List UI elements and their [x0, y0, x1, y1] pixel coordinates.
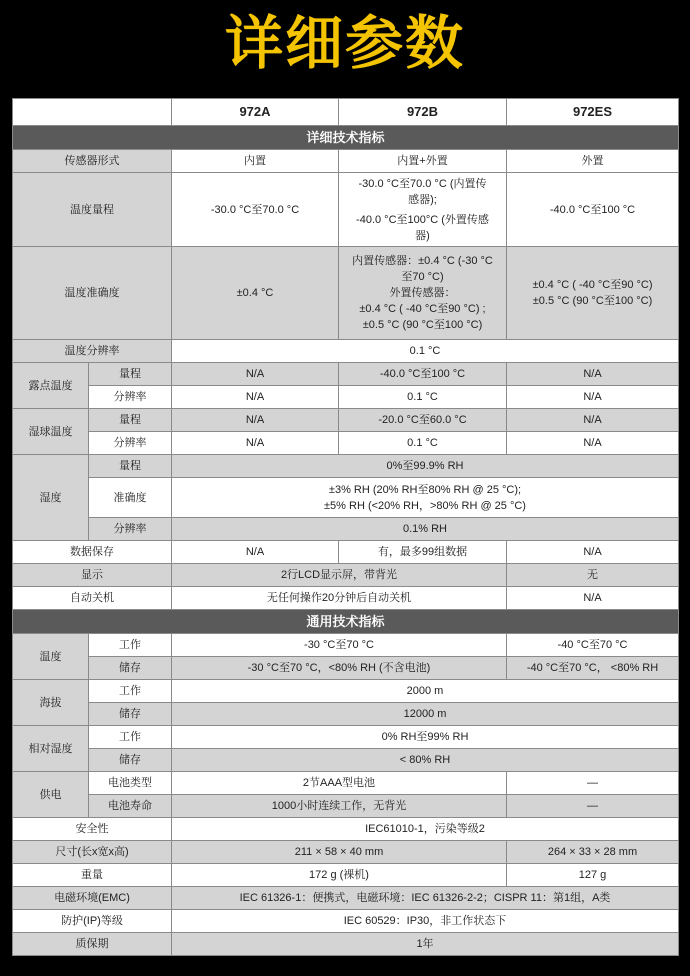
- cell-all-models: [172, 478, 679, 518]
- row-label: 温度量程: [13, 173, 172, 247]
- table-row: [13, 933, 679, 956]
- model-header-row: [13, 99, 679, 126]
- row-label: 重量: [13, 864, 172, 887]
- row-label: 质保期: [13, 933, 172, 956]
- cell-line: 感器);: [408, 193, 437, 206]
- cell-972es: 264 × 33 × 28 mm: [507, 841, 679, 864]
- row-group-label: 海拔: [13, 680, 89, 726]
- page-title: 详细参数: [224, 9, 465, 77]
- cell-972a-972b: -30 °C至70 °C: [172, 634, 507, 657]
- row-group-label: 相对湿度: [13, 726, 89, 772]
- row-sub-label: 分辨率: [89, 518, 172, 541]
- row-sub-label: 量程: [89, 363, 172, 386]
- table-row: [13, 772, 679, 795]
- cell-972b: -20.0 °C至60.0 °C: [339, 409, 507, 432]
- row-group-label: 湿球温度: [13, 409, 89, 455]
- cell-972b: 0.1 °C: [339, 432, 507, 455]
- row-label: 传感器形式: [13, 150, 172, 173]
- table-row: [13, 726, 679, 749]
- table-row: [13, 173, 679, 247]
- table-row: [13, 409, 679, 432]
- cell-line: 外置传感器：: [389, 287, 456, 299]
- cell-line: ±0.5 °C (90 °C至100 °C): [532, 295, 653, 307]
- cell-972es: 外置: [507, 150, 679, 173]
- cell-line: -30.0 °C至70.0 °C (内置传: [358, 177, 487, 190]
- cell-line: 内置传感器：±0.4 °C (-30 °C: [352, 255, 493, 267]
- table-row: [13, 818, 679, 841]
- table-row: [13, 749, 679, 772]
- cell-972a: 内置: [172, 150, 339, 173]
- table-row: [13, 340, 679, 363]
- cell-972b: [339, 173, 507, 247]
- cell-972b: 内置+外置: [339, 150, 507, 173]
- cell-972a: -30.0 °C至70.0 °C: [172, 173, 339, 247]
- row-sub-label: 量程: [89, 455, 172, 478]
- spec-table: [12, 98, 679, 956]
- table-row: [13, 887, 679, 910]
- cell-972a: N/A: [172, 409, 339, 432]
- row-sub-label: 量程: [89, 409, 172, 432]
- cell-972es: N/A: [507, 432, 679, 455]
- cell-972a: N/A: [172, 386, 339, 409]
- row-label: 防护(IP)等级: [13, 910, 172, 933]
- table-row: [13, 657, 679, 680]
- cell-972b: 0.1 °C: [339, 386, 507, 409]
- cell-972es: —: [507, 772, 679, 795]
- row-sub-label: 电池类型: [89, 772, 172, 795]
- row-sub-label: 准确度: [89, 478, 172, 518]
- spec-panel: [12, 98, 678, 950]
- cell-972b: 有，最多99组数据: [339, 541, 507, 564]
- cell-972a: N/A: [172, 541, 339, 564]
- cell-972es: —: [507, 795, 679, 818]
- cell-972es: [507, 247, 679, 340]
- cell-972es: N/A: [507, 363, 679, 386]
- table-row: [13, 455, 679, 478]
- row-group-label: 温度: [13, 634, 89, 680]
- row-sub-label: 储存: [89, 657, 172, 680]
- table-row: [13, 680, 679, 703]
- row-label: 电磁环境(EMC): [13, 887, 172, 910]
- cell-all-models: 0%至99.9% RH: [172, 455, 679, 478]
- cell-972es: -40.0 °C至100 °C: [507, 173, 679, 247]
- cell-972a-972b: 211 × 58 × 40 mm: [172, 841, 507, 864]
- cell-line: ±0.5 °C (90 °C至100 °C): [362, 319, 483, 331]
- row-label: 尺寸(长x宽x高): [13, 841, 172, 864]
- cell-972a-972b: 1000小时连续工作，无背光: [172, 795, 507, 818]
- cell-972es: N/A: [507, 409, 679, 432]
- cell-line: -40.0 °C至100°C (外置传感: [356, 213, 489, 226]
- model-972es: 972ES: [507, 99, 679, 126]
- row-label: 显示: [13, 564, 172, 587]
- cell-972es: -40 °C至70 °C: [507, 634, 679, 657]
- table-row: [13, 518, 679, 541]
- table-row: [13, 363, 679, 386]
- table-row: [13, 864, 679, 887]
- model-972a: 972A: [172, 99, 339, 126]
- table-row: [13, 910, 679, 933]
- cell-972a: ±0.4 °C: [172, 247, 339, 340]
- row-sub-label: 分辨率: [89, 432, 172, 455]
- cell-all-models: < 80% RH: [172, 749, 679, 772]
- cell-all-models: 12000 m: [172, 703, 679, 726]
- table-row: [13, 587, 679, 610]
- cell-972a: N/A: [172, 363, 339, 386]
- cell-line: ±0.4 °C ( -40 °C至90 °C) ;: [359, 303, 486, 315]
- cell-line: 至70 °C): [401, 271, 444, 283]
- cell-all-models: 0% RH至99% RH: [172, 726, 679, 749]
- row-label: 温度准确度: [13, 247, 172, 340]
- cell-line: ±5% RH (<20% RH，>80% RH @ 25 °C): [324, 499, 526, 512]
- row-sub-label: 工作: [89, 634, 172, 657]
- row-group-label: 供电: [13, 772, 89, 818]
- cell-972b: [339, 247, 507, 340]
- row-label: 数据保存: [13, 541, 172, 564]
- row-sub-label: 储存: [89, 703, 172, 726]
- table-row: [13, 478, 679, 518]
- table-row: [13, 432, 679, 455]
- table-row: [13, 703, 679, 726]
- cell-972es: 127 g: [507, 864, 679, 887]
- cell-line: ±3% RH (20% RH至80% RH @ 25 °C);: [328, 483, 522, 496]
- row-group-label: 湿度: [13, 455, 89, 541]
- row-sub-label: 储存: [89, 749, 172, 772]
- cell-972a-972b: 172 g (裸机): [172, 864, 507, 887]
- cell-all-models: IEC 61326-1：便携式，电磁环境：IEC 61326-2-2；CISPR 11：第1组，A类: [172, 887, 679, 910]
- row-group-label: 露点温度: [13, 363, 89, 409]
- cell-all-models: 2000 m: [172, 680, 679, 703]
- section-general-title: 通用技术指标: [13, 610, 679, 634]
- cell-972a: N/A: [172, 432, 339, 455]
- table-row: [13, 634, 679, 657]
- header-blank: [13, 99, 172, 126]
- cell-972es: N/A: [507, 386, 679, 409]
- row-sub-label: 工作: [89, 680, 172, 703]
- cell-all-models: 0.1 °C: [172, 340, 679, 363]
- table-row: [13, 247, 679, 340]
- cell-972es: -40 °C至70 °C， <80% RH: [507, 657, 679, 680]
- section-detail-title: 详细技术指标: [13, 126, 679, 150]
- cell-972es: 无: [507, 564, 679, 587]
- model-972b: 972B: [339, 99, 507, 126]
- cell-972a-972b: 2节AAA型电池: [172, 772, 507, 795]
- cell-line: 器): [415, 229, 430, 242]
- cell-all-models: IEC61010-1，污染等级2: [172, 818, 679, 841]
- table-row: [13, 386, 679, 409]
- cell-line: ±0.4 °C ( -40 °C至90 °C): [532, 279, 653, 291]
- row-label: 安全性: [13, 818, 172, 841]
- row-label: 自动关机: [13, 587, 172, 610]
- cell-972a-972b: 2行LCD显示屏，带背光: [172, 564, 507, 587]
- cell-all-models: 0.1% RH: [172, 518, 679, 541]
- cell-972a-972b: -30 °C至70 °C，<80% RH (不含电池): [172, 657, 507, 680]
- table-row: [13, 564, 679, 587]
- cell-all-models: 1年: [172, 933, 679, 956]
- cell-all-models: IEC 60529：IP30，非工作状态下: [172, 910, 679, 933]
- cell-972a-972b: 无任何操作20分钟后自动关机: [172, 587, 507, 610]
- cell-972es: N/A: [507, 541, 679, 564]
- table-row: [13, 841, 679, 864]
- table-row: [13, 541, 679, 564]
- row-sub-label: 工作: [89, 726, 172, 749]
- table-row: [13, 150, 679, 173]
- table-row: [13, 795, 679, 818]
- cell-972b: -40.0 °C至100 °C: [339, 363, 507, 386]
- row-label: 温度分辨率: [13, 340, 172, 363]
- row-sub-label: 电池寿命: [89, 795, 172, 818]
- cell-972es: N/A: [507, 587, 679, 610]
- row-sub-label: 分辨率: [89, 386, 172, 409]
